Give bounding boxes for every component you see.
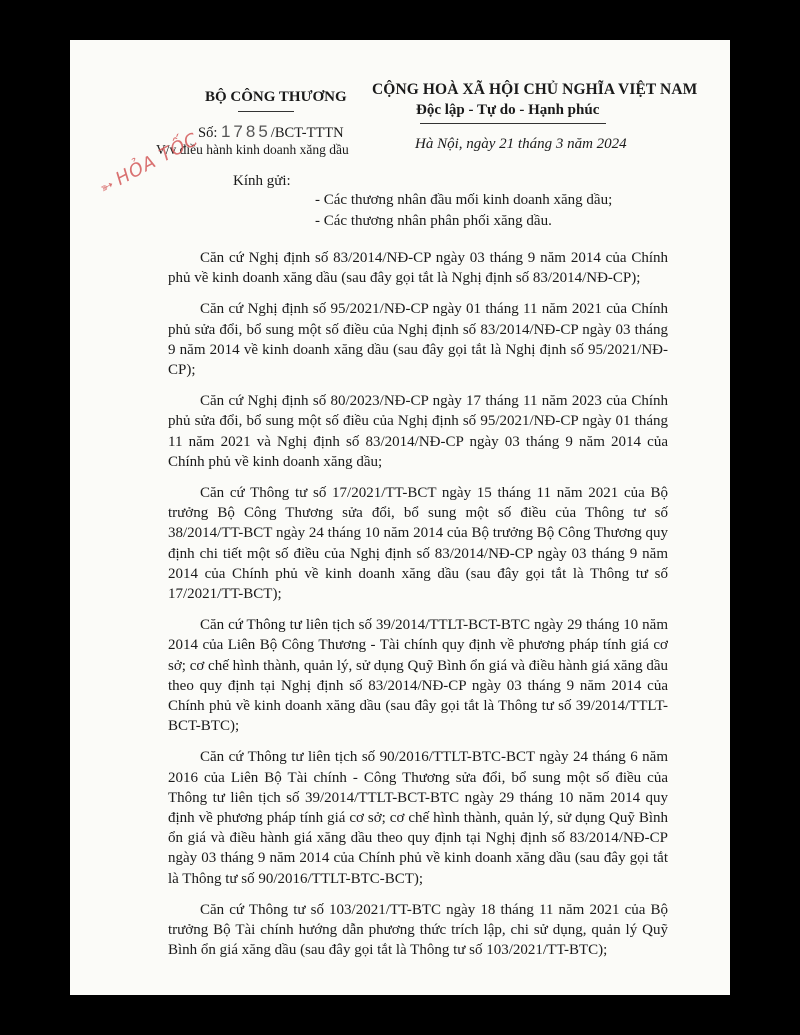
addressee-item: - Các thương nhân đầu mối kinh doanh xăng dầu; bbox=[315, 192, 613, 208]
body-paragraph: Căn cứ Thông tư liên tịch số 39/2014/TTLT-BCT-BTC ngày 29 tháng 10 năm 2014 của Liên Bộ Công Thương - Tài chính quy định về phương pháp tính giá cơ sở; cơ chế hình thành, quản lý, sử dụng Quỹ Bình ổn giá và điều hành giá xăng dầu theo quy định tại Nghị định số 83/2014/NĐ-CP ngày 03 tháng 9 năm 2014 của Chính phủ về kinh doanh xăng dầu (sau đây gọi tắt là Thông tư số 39/2014/TTLT-BCT-BTC); bbox=[168, 617, 668, 735]
stamp-text: HỎA TỐC bbox=[112, 128, 203, 190]
document-number-label: Số: bbox=[198, 125, 218, 141]
national-motto: Độc lập - Tự do - Hạnh phúc bbox=[416, 102, 600, 118]
body-paragraph: Căn cứ Nghị định số 95/2021/NĐ-CP ngày 01 tháng 11 năm 2021 của Chính phủ sửa đổi, bổ sung một số điều của Nghị định số 83/2014/NĐ-CP ngày 03 tháng 9 năm 2014 về kinh doanh xăng dầu (sau đây gọi tắt là Nghị định số 95/2021/NĐ-CP); bbox=[168, 301, 668, 379]
place-and-date: Hà Nội, ngày 21 tháng 3 năm 2024 bbox=[415, 136, 627, 152]
body-paragraph: Căn cứ Nghị định số 83/2014/NĐ-CP ngày 03 tháng 9 năm 2014 của Chính phủ về kinh doanh xăng dầu (sau đây gọi tắt là Nghị định số 83/2014/NĐ-CP); bbox=[168, 250, 668, 287]
nation-title: CỘNG HOÀ XÃ HỘI CHỦ NGHĨA VIỆT NAM bbox=[372, 81, 698, 98]
document-number bbox=[198, 122, 344, 142]
addressee-label: Kính gửi: bbox=[233, 173, 291, 189]
body-paragraph: Căn cứ Nghị định số 80/2023/NĐ-CP ngày 17 tháng 11 năm 2023 của Chính phủ sửa đổi, bổ sung một số điều của Nghị định số 95/2021/NĐ-CP ngày 01 tháng 11 năm 2021 và Nghị định số 83/2014/NĐ-CP ngày 03 tháng 9 năm 2014 của Chính phủ về kinh doanh xăng dầu; bbox=[168, 393, 668, 470]
addressee-list bbox=[315, 190, 612, 232]
document-subject: V/v điều hành kinh doanh xăng dầu bbox=[156, 142, 349, 157]
ministry-underline bbox=[238, 111, 294, 112]
document-code: /BCT-TTTN bbox=[270, 125, 344, 141]
motto-underline bbox=[420, 123, 606, 124]
body-paragraph: Căn cứ Thông tư liên tịch số 90/2016/TTLT-BTC-BCT ngày 24 tháng 6 năm 2016 của Liên Bộ Tài chính - Công Thương sửa đổi, bổ sung một số điều của Thông tư liên tịch số 39/2014/TTLT-BCT-BTC ngày 29 tháng 10 năm 2014 quy định về phương pháp tính giá cơ sở; cơ chế hình thành, quản lý, sử dụng Quỹ Bình ổn giá và điều hành giá xăng dầu theo quy định tại Nghị định số 83/2014/NĐ-CP ngày 03 tháng 9 năm 2014 của Chính phủ về kinh doanh xăng dầu (sau đây gọi tắt là Thông tư số 90/2016/TTLT-BTC-BCT); bbox=[168, 749, 668, 887]
document-page bbox=[70, 40, 730, 995]
addressee-item: - Các thương nhân phân phối xăng dầu. bbox=[315, 213, 552, 229]
document-number-value: 1785 bbox=[220, 122, 271, 141]
body-paragraph: Căn cứ Thông tư số 103/2021/TT-BTC ngày 18 tháng 11 năm 2021 của Bộ trưởng Bộ Tài chính hướng dẫn phương thức trích lập, chi sử dụng, quản lý Quỹ Bình ổn giá xăng dầu (sau đây gọi tắt là Thông tư số 103/2021/TT-BTC); bbox=[168, 901, 668, 959]
ministry-name: BỘ CÔNG THƯƠNG bbox=[205, 89, 347, 105]
urgent-stamp bbox=[96, 129, 202, 199]
stamp-arrow-icon: ➳ bbox=[96, 174, 119, 198]
document-body bbox=[168, 248, 668, 972]
body-paragraph: Căn cứ Thông tư số 17/2021/TT-BCT ngày 15 tháng 11 năm 2021 của Bộ trưởng Bộ Công Thương sửa đổi, bổ sung một số điều của Thông tư số 38/2014/TT-BCT ngày 24 tháng 10 năm 2014 của Bộ trưởng Bộ Công Thương quy định chi tiết một số điều của Nghị định số 83/2014/NĐ-CP ngày 03 tháng 9 năm 2014 của Chính phủ về kinh doanh xăng dầu (sau đây gọi tắt là Thông tư số 17/2021/TT-BCT); bbox=[168, 485, 668, 603]
